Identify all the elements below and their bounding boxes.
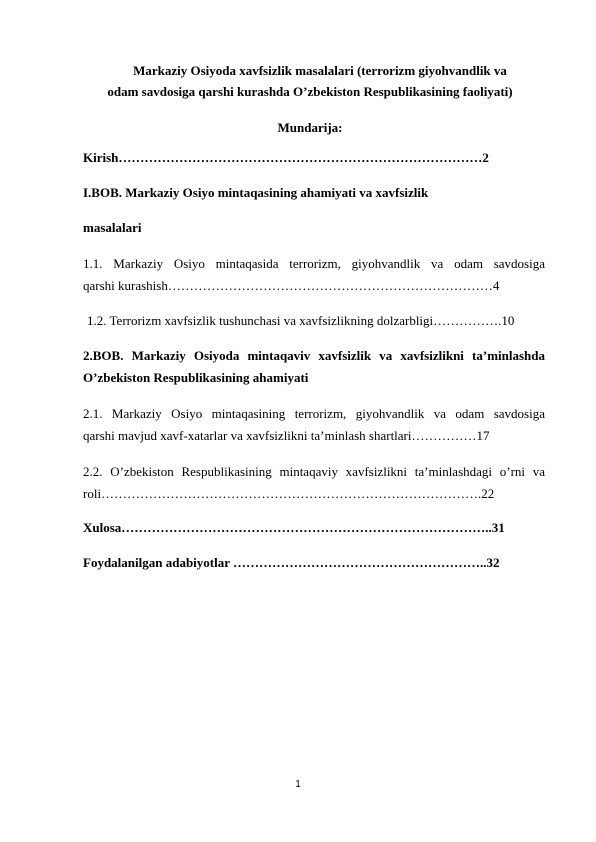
page-number: 1 [295,779,301,790]
document-title [80,60,540,102]
toc-section-1-1-line1: 1.1. Markaziy Osiyo mintaqasida terrorizm, giyohvandlik va odam savdosiga [83,256,545,271]
contents-heading: Mundarija: [277,120,343,135]
toc-conclusion: Xulosa…………………………………………………………………………..31 [83,520,505,535]
toc-section-2-2-line1: 2.2. O’zbekiston Respublikasining mintaqaviy xavfsizlikni ta’minlashdagi o’rni va [83,464,545,479]
toc-section-1-2: 1.2. Terrorizm xavfsizlik tushunchasi va xavfsizlikning dolzarbligi…………….10 [87,313,515,328]
toc-intro: Kirish…………………………………………………………………………2 [83,150,489,165]
toc-references: Foydalanilgan adabiyotlar …………………………………………………..32 [83,555,500,570]
toc-section-2-2 [83,461,545,505]
toc-section-2-1 [83,403,545,447]
toc-chapter1-line1: I.BOB. Markaziy Osiyo mintaqasining ahamiyati va xavfsizlik [83,185,429,200]
toc-chapter2-line2: O’zbekiston Respublikasining ahamiyati [83,370,309,385]
toc-section-1-1-line2: qarshi kurashish…………………………………………………………………4 [83,278,500,293]
title-line-2: odam savdosiga qarshi kurashda O’zbekiston Respublikasining faoliyati) [107,84,513,99]
toc-section-1-1 [83,253,545,297]
toc-chapter2-line1: 2.BOB. Markaziy Osiyoda mintaqaviv xavfsizlik va xavfsizlikni ta’minlashda [83,348,545,363]
title-line-1: Markaziy Osiyoda xavfsizlik masalalari (terrorizm giyohvandlik va [133,63,507,78]
toc-chapter2 [83,345,545,389]
toc-section-2-2-line2: roli…………………………………………………………………………….22 [83,486,495,501]
toc-section-2-1-line1: 2.1. Markaziy Osiyo mintaqasining terrorizm, giyohvandlik va odam savdosiga [83,406,545,421]
toc-chapter1-line2: masalalari [83,220,142,235]
toc-section-2-1-line2: qarshi mavjud xavf-xatarlar va xavfsizlikni ta’minlash shartlari……………17 [83,428,490,443]
